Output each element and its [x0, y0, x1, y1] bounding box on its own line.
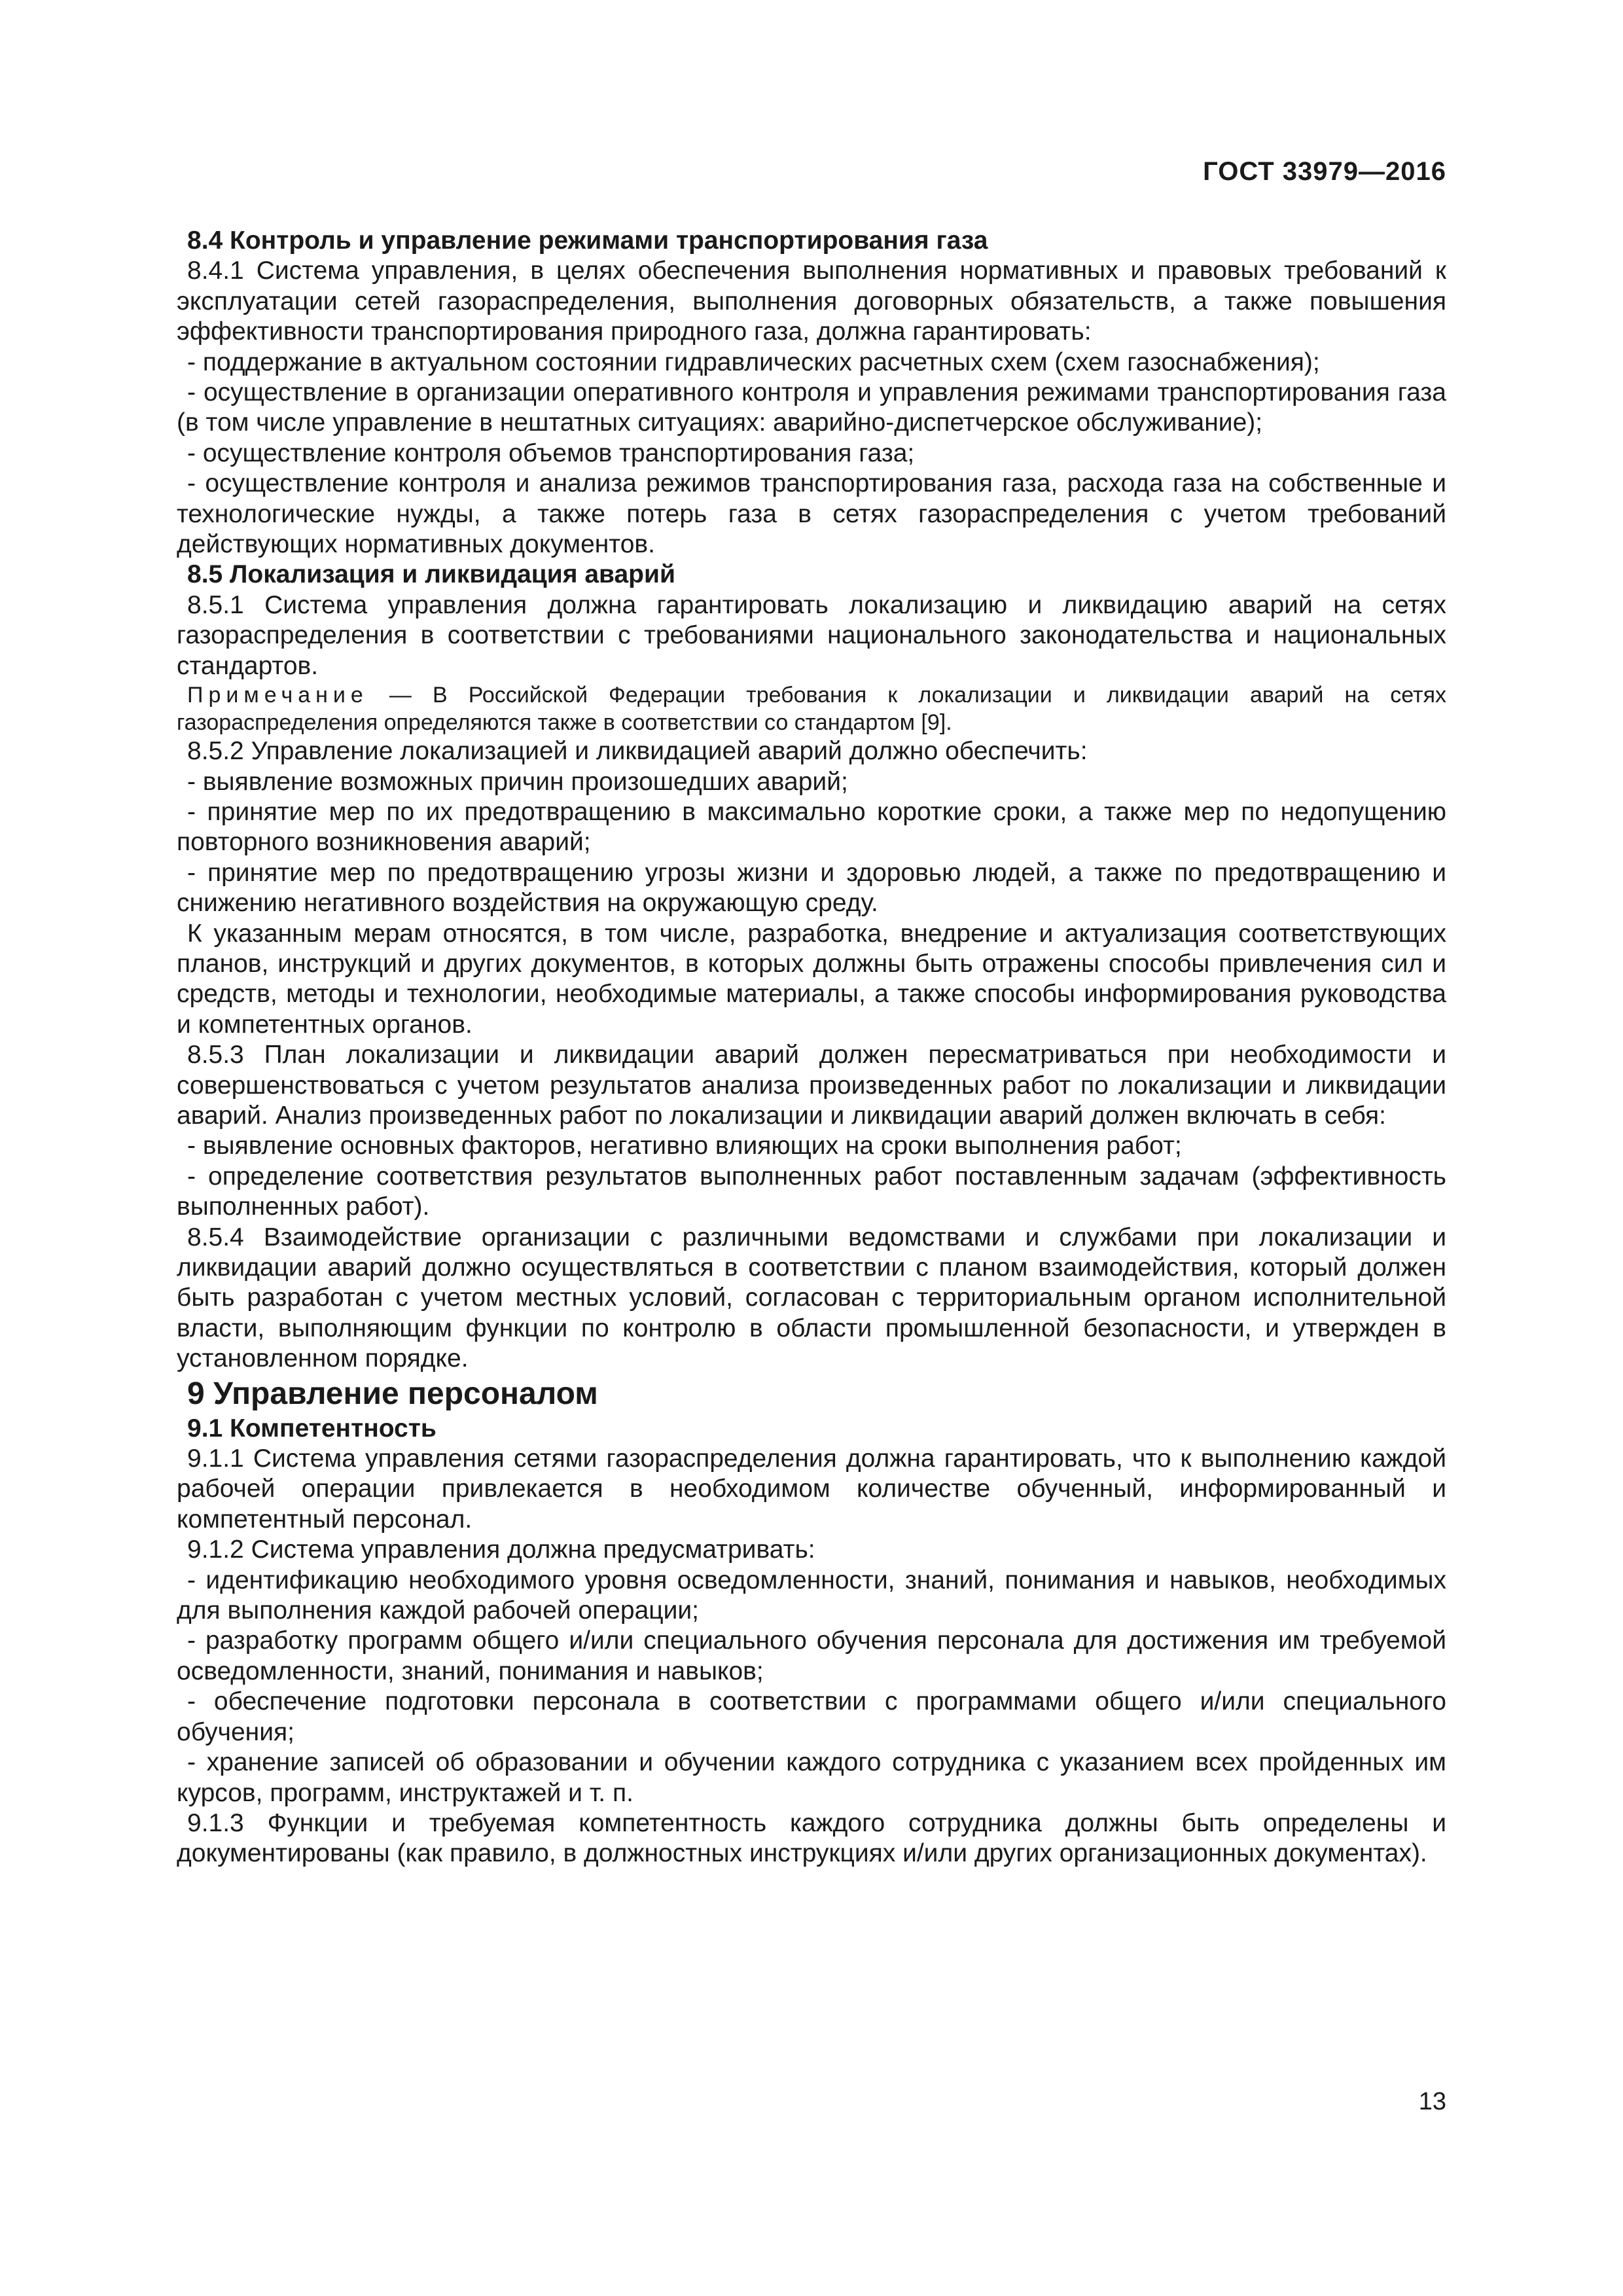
- list-item: - хранение записей об образовании и обучении каждого сотрудника с указанием всех пройденных им курсов, программ, инструктажей и т. п.: [177, 1748, 1446, 1807]
- paragraph-measures: К указанным мерам относятся, в том числе, разработка, внедрение и актуализация соответствующих планов, инструкций и других документов, в которых должны быть отражены способы привлечения сил и средств, методы и технологии, необходимые материалы, а также способы информирования руководства и компетентных органов.: [177, 919, 1446, 1039]
- clause-8-5-1: 8.5.1 Система управления должна гарантировать локализацию и ликвидацию аварий на сетях газораспределения в соответствии с требованиями национального законодательства и национальных стандартов.: [177, 590, 1446, 680]
- list-item: - определение соответствия результатов выполненных работ поставленным задачам (эффективность выполненных работ).: [177, 1162, 1446, 1221]
- section-9-heading: 9 Управление персоналом: [187, 1376, 598, 1411]
- list-item: - принятие мер по их предотвращению в максимально короткие сроки, а также мер по недопущению повторного возникновения аварий;: [177, 797, 1446, 857]
- clause-8-5-4: 8.5.4 Взаимодействие организации с различными ведомствами и службами при локализации и ликвидации аварий должно осуществляться в соответствии с планом взаимодействия, который должен быть разработан с учетом местных условий, согласован с территориальным органом исполнительной власти, выполняющим функции по контролю в области промышленной безопасности, и утвержден в установленном порядке.: [177, 1223, 1446, 1373]
- clause-8-4-1: 8.4.1 Система управления, в целях обеспечения выполнения нормативных и правовых требований к эксплуатации сетей газораспределения, выполнения договорных обязательств, а также повышения эффективности транспортирования природного газа, должна гарантировать:: [177, 257, 1446, 346]
- section-8-5-heading: 8.5 Локализация и ликвидация аварий: [187, 560, 675, 589]
- list-item: - поддержание в актуальном состоянии гидравлических расчетных схем (схем газоснабжения);: [187, 348, 1320, 376]
- list-item: - разработку программ общего и/или специального обучения персонала для достижения им требуемой осведомленности, знаний, понимания и навыков;: [177, 1626, 1446, 1685]
- list-item: - выявление основных факторов, негативно влияющих на сроки выполнения работ;: [187, 1132, 1182, 1160]
- list-item: - выявление возможных причин произошедших аварий;: [187, 767, 848, 796]
- note-text: — В Российской Федерации требования к локализации и ликвидации аварий на сетях газораспределения определяются также в соответствии со стандартом [9].: [177, 683, 1446, 736]
- list-item: - осуществление контроля и анализа режимов транспортирования газа, расхода газа на собственные и технологические нужды, а также потерь газа в сетях газораспределения с учетом требований действующих нормативных документов.: [177, 469, 1446, 559]
- list-item: - осуществление в организации оперативного контроля и управления режимами транспортирования газа (в том числе управление в нештатных ситуациях: аварийно-диспетчерское обслуживание);: [177, 378, 1446, 437]
- clause-8-5-2: 8.5.2 Управление локализацией и ликвидацией аварий должно обеспечить:: [187, 737, 1088, 766]
- page-number: 13: [1418, 2088, 1446, 2115]
- page-content: [177, 226, 1446, 1869]
- list-item: - обеспечение подготовки персонала в соответствии с программами общего и/или специального обучения;: [177, 1687, 1446, 1746]
- list-item: - принятие мер по предотвращению угрозы жизни и здоровью людей, а также по предотвращению и снижению негативного воздействия на окружающую среду.: [177, 858, 1446, 918]
- note-label: Примечание: [187, 683, 368, 708]
- clause-9-1-3: 9.1.3 Функции и требуемая компетентность каждого сотрудника должны быть определены и документированы (как правило, в должностных инструкциях и/или других организационных документах).: [177, 1808, 1446, 1868]
- document-code-header: ГОСТ 33979—2016: [1203, 157, 1446, 186]
- clause-9-1-2: 9.1.2 Система управления должна предусматривать:: [187, 1535, 815, 1564]
- section-8-4-heading: 8.4 Контроль и управление режимами транспортирования газа: [187, 226, 988, 255]
- clause-9-1-1: 9.1.1 Система управления сетями газораспределения должна гарантировать, что к выполнению каждой рабочей операции привлекается в необходимом количестве обученный, информированный и компетентный персонал.: [177, 1444, 1446, 1534]
- list-item: - осуществление контроля объемов транспортирования газа;: [187, 439, 915, 467]
- section-9-1-heading: 9.1 Компетентность: [187, 1414, 437, 1443]
- note: [177, 681, 1446, 736]
- clause-8-5-3: 8.5.3 План локализации и ликвидации аварий должен пересматриваться при необходимости и совершенствоваться с учетом результатов анализа произведенных работ по локализации и ликвидации аварий. Анализ произведенных работ по локализации и ликвидации аварий должен включать в себя:: [177, 1041, 1446, 1130]
- list-item: - идентификацию необходимого уровня осведомленности, знаний, понимания и навыков, необходимых для выполнения каждой рабочей операции;: [177, 1566, 1446, 1625]
